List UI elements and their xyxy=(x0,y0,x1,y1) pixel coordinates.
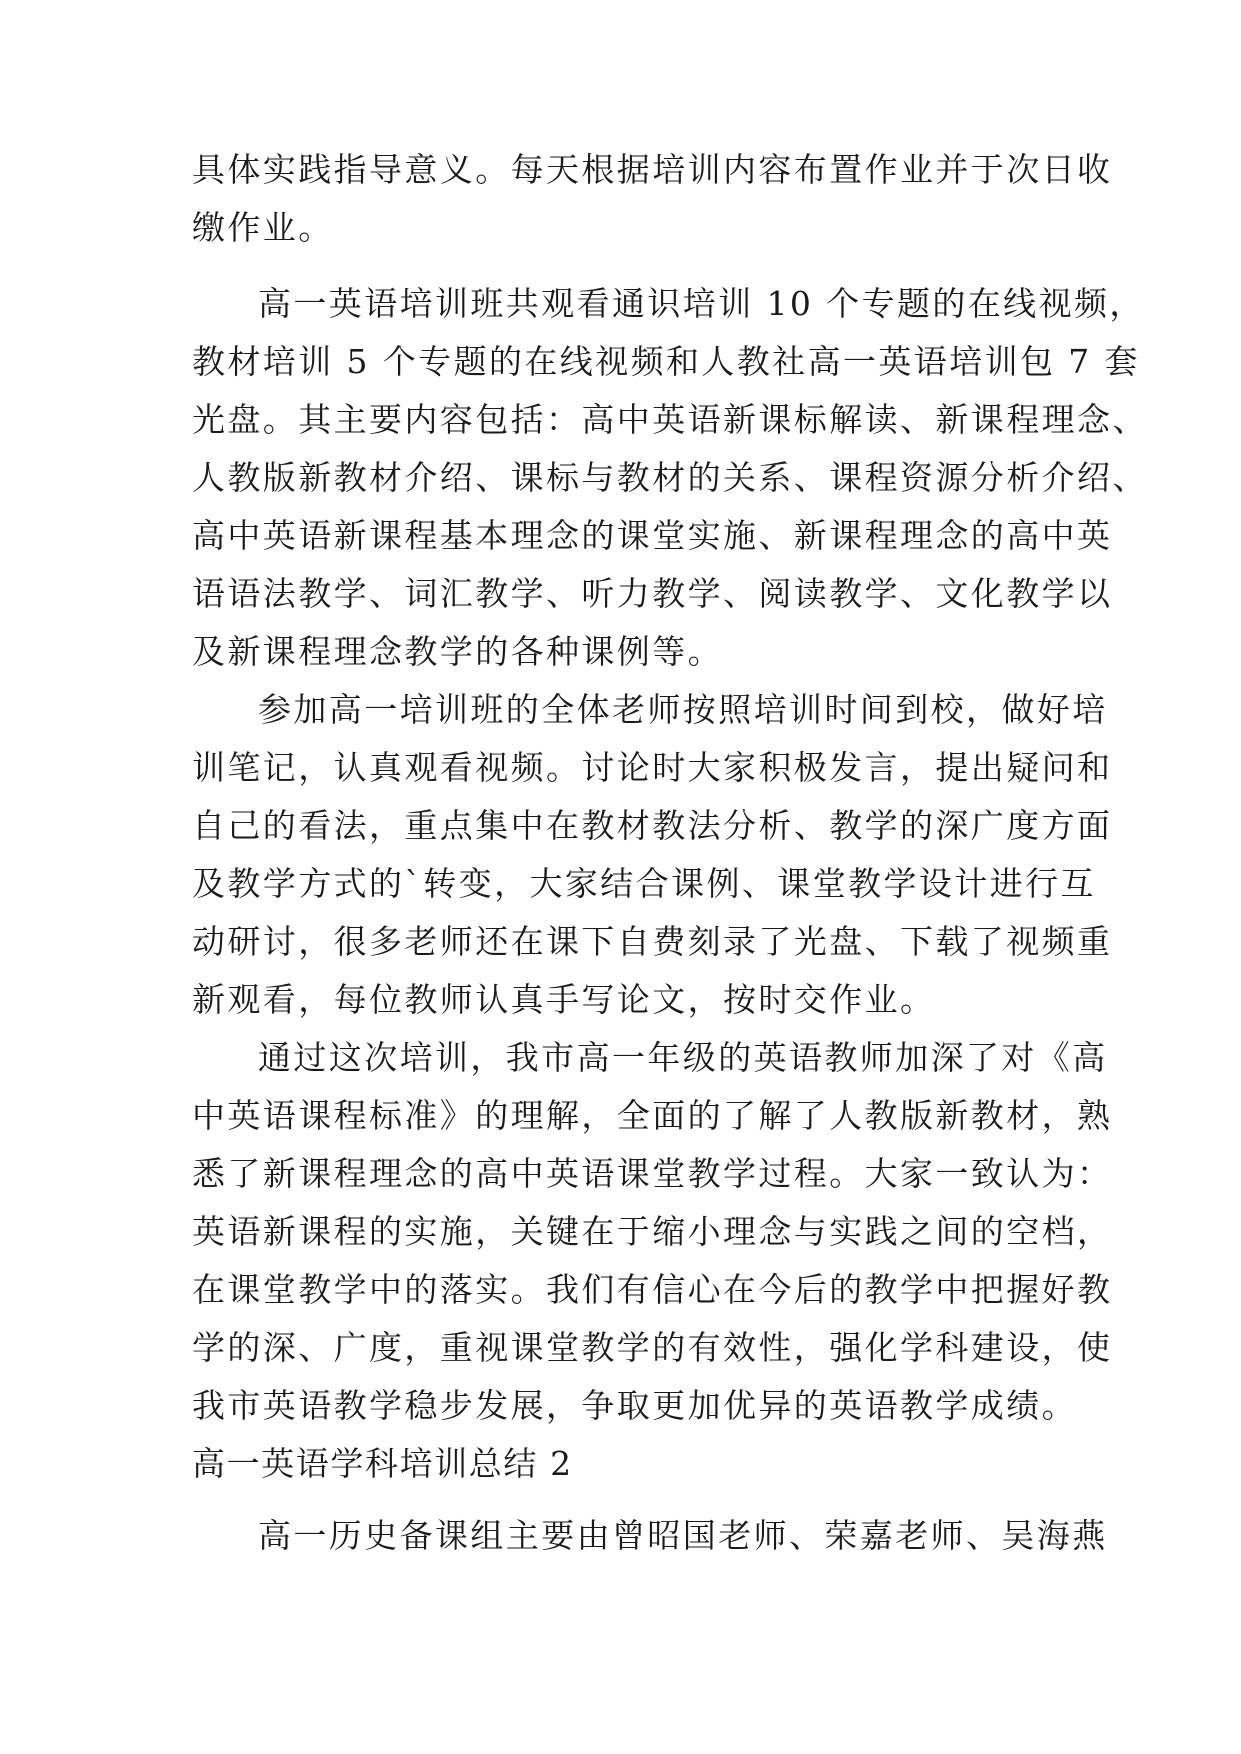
text-line: 自己的看法，重点集中在教材教法分析、教学的深广度方面 xyxy=(192,806,1113,845)
text-line: 具体实践指导意义。每天根据培训内容布置作业并于次日收 xyxy=(192,150,1113,189)
text-line: 及新课程理念教学的各种课例等。 xyxy=(192,632,723,671)
text-line: 及教学方式的`转变，大家结合课例、课堂教学设计进行互 xyxy=(192,864,1096,903)
text-line: 训笔记，认真观看视频。讨论时大家积极发言，提出疑问和 xyxy=(192,748,1113,787)
text-line: 英语新课程的实施，关键在于缩小理念与实践之间的空档， xyxy=(192,1212,1113,1251)
paragraph-first-line: 高一历史备课组主要由曾昭国老师、荣嘉老师、吴海燕 xyxy=(258,1516,1108,1555)
text-line: 学的深、广度，重视课堂教学的有效性，强化学科建设，使 xyxy=(192,1328,1113,1367)
text-line: 中英语课程标准》的理解，全面的了解了人教版新教材，熟 xyxy=(192,1096,1113,1135)
text-line: 教材培训 5 个专题的在线视频和人教社高一英语培训包 7 套 xyxy=(192,342,1140,381)
text-line: 新观看，每位教师认真手写论文，按时交作业。 xyxy=(192,980,936,1019)
text-line: 高中英语新课程基本理念的课堂实施、新课程理念的高中英 xyxy=(192,516,1113,555)
paragraph-first-line: 通过这次培训，我市高一年级的英语教师加深了对《高 xyxy=(258,1038,1108,1077)
section-title: 高一英语学科培训总结 2 xyxy=(192,1444,573,1483)
text-line: 悉了新课程理念的高中英语课堂教学过程。大家一致认为： xyxy=(192,1154,1113,1193)
text-line: 我市英语教学稳步发展，争取更加优异的英语教学成绩。 xyxy=(192,1386,1077,1425)
paragraph-first-line: 高一英语培训班共观看通识培训 10 个专题的在线视频， xyxy=(258,284,1145,323)
text-line: 语语法教学、词汇教学、听力教学、阅读教学、文化教学以 xyxy=(192,574,1113,613)
text-line: 动研讨，很多老师还在课下自费刻录了光盘、下载了视频重 xyxy=(192,922,1113,961)
text-line: 人教版新教材介绍、课标与教材的关系、课程资源分析介绍、 xyxy=(192,458,1148,497)
text-line: 光盘。其主要内容包括：高中英语新课标解读、新课程理念、 xyxy=(192,400,1148,439)
paragraph-first-line: 参加高一培训班的全体老师按照培训时间到校，做好培 xyxy=(258,690,1108,729)
text-line: 缴作业。 xyxy=(192,208,334,247)
text-line: 在课堂教学中的落实。我们有信心在今后的教学中把握好教 xyxy=(192,1270,1113,1309)
